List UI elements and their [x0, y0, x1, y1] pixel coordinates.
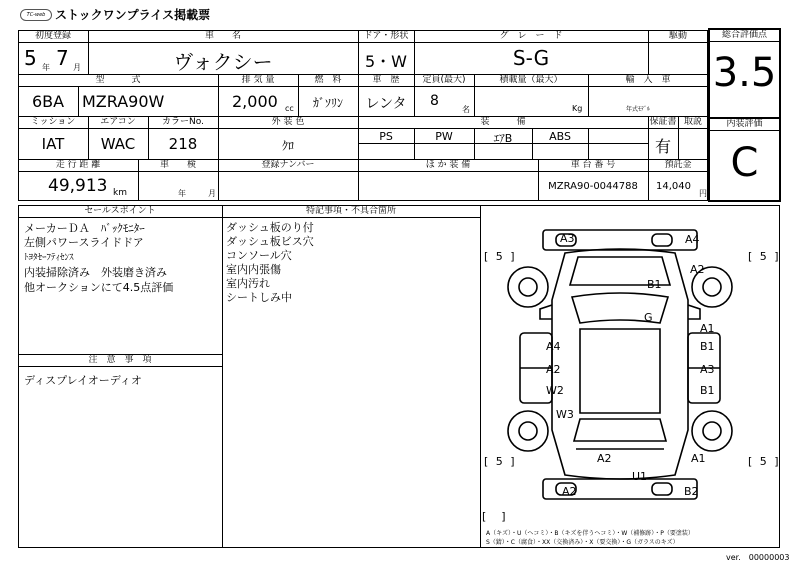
reg-year-unit: 年: [42, 63, 50, 72]
import-label: 輸 入 車: [625, 75, 671, 85]
plate-label: 登録ナンバー: [261, 160, 315, 170]
damage-mark: A1: [700, 322, 715, 335]
notes-label: 特記事項・不具合箇所: [305, 206, 396, 216]
inspection-year-unit: 年: [178, 189, 186, 198]
fuel-label: 燃 料: [314, 75, 342, 85]
drive-label: 駆動: [668, 31, 687, 41]
note-item: シートしみ中: [226, 291, 292, 304]
history: レンタ: [365, 96, 407, 112]
damage-mark: B1: [700, 384, 715, 397]
sales-point: メーカーＤＡ ﾊﾞｯｸﾓﾆﾀｰ: [24, 222, 145, 235]
equipment-label: 装 備: [480, 117, 526, 127]
damage-mark: A2: [690, 263, 705, 276]
cautions-label: 注 意 事 項: [88, 355, 152, 365]
damage-legend: A（キズ）・U（ヘコミ）・B（キズを伴うヘコミ）・W（補修跡）・P（要塗装）: [486, 530, 694, 537]
damage-mark: A3: [700, 363, 715, 376]
equipment-item: PW: [435, 130, 453, 143]
car-name: ヴォクシー: [173, 50, 273, 74]
aircon: WAC: [100, 135, 136, 153]
model-label: 型 式: [95, 75, 141, 85]
inspection-label: 車 検: [159, 160, 196, 170]
damage-mark: A4: [546, 340, 561, 353]
recycle-unit: 円: [699, 189, 707, 198]
first-reg-label: 初度登録: [34, 31, 71, 41]
equipment-item: ABS: [549, 130, 571, 143]
note-item: ダッシュ板ビス穴: [226, 235, 314, 248]
overall-score-label: 総合評価点: [721, 30, 767, 40]
sales-point: ﾄﾖﾀｾｰﾌﾃｨｾﾝｽ: [24, 253, 74, 263]
manual-label: 取説: [683, 117, 702, 127]
equipment-item: ｴｱB: [493, 132, 513, 145]
note-item: コンソール穴: [226, 249, 292, 262]
score-bracket: [ ]: [482, 510, 508, 523]
note-item: 室内内張傷: [226, 263, 281, 276]
overall-score: 3.5: [712, 50, 777, 96]
caution-item: ディスプレイオーディオ: [24, 374, 142, 387]
note-item: 室内汚れ: [226, 277, 270, 290]
damage-mark: A1: [691, 452, 706, 465]
mission-label: ミッション: [30, 117, 76, 127]
inspection-month-unit: 月: [208, 189, 216, 198]
displacement: 2,000: [232, 92, 278, 111]
reg-year: 5: [24, 46, 37, 70]
reg-month: 7: [56, 46, 69, 70]
model-code: MZRA90W: [82, 92, 165, 111]
logo: TC-web: [20, 9, 52, 21]
color-no-label: カラーNo.: [162, 117, 204, 127]
warranty: 有: [654, 137, 671, 156]
capacity: 8: [430, 93, 439, 109]
aircon-label: エアコン: [100, 117, 136, 127]
damage-mark: U1: [632, 470, 648, 483]
sales-point: 内装掃除済み 外装磨き済み: [24, 266, 167, 279]
sales-point: 他オークションにて4.5点評価: [24, 281, 174, 294]
recycle-label: 預託金: [664, 160, 692, 170]
door-type-label: ドア・形状: [363, 31, 409, 41]
chassis-number: MZRA90-0044788: [548, 181, 638, 192]
door-type: 5・W: [364, 52, 407, 71]
displacement-label: 排 気 量: [241, 75, 275, 85]
displacement-unit: cc: [285, 104, 294, 113]
load-label: 積載量（最大）: [499, 75, 563, 85]
score-bracket: [ 5 ]: [484, 250, 517, 263]
exterior-color: ｸﾛ: [281, 139, 294, 153]
damage-mark: B2: [684, 485, 699, 498]
score-bracket: [ 5 ]: [748, 455, 781, 468]
exterior-label: 外 装 色: [271, 117, 305, 127]
page-title: ストックワンプライス掲載票: [55, 8, 211, 22]
score-bracket: [ 5 ]: [484, 455, 517, 468]
version: ver. 00000003: [726, 553, 790, 562]
color-no: 218: [168, 135, 198, 153]
warranty-label: 保証書: [649, 117, 677, 127]
mileage-unit: km: [113, 188, 127, 198]
chassis-label: 車 台 番 号: [570, 160, 616, 170]
load-unit: Kg: [572, 104, 583, 113]
damage-mark: A2: [546, 363, 561, 376]
reg-month-unit: 月: [73, 63, 81, 72]
score-bracket: [ 5 ]: [748, 250, 781, 263]
model-prefix: 6BA: [31, 92, 65, 111]
damage-legend: S（錆）・C（腐食）・XX（交換済み）・X（要交換）・G（ガラスのキズ）: [486, 539, 679, 546]
damage-mark: A3: [560, 232, 575, 245]
damage-mark: W3: [556, 408, 574, 421]
import-note: 年式ﾓﾃﾞﾙ: [626, 106, 651, 113]
damage-mark: G: [644, 311, 653, 324]
mileage: 49,913: [48, 176, 108, 196]
sales-points-label: セールスポイント: [84, 206, 156, 216]
mileage-label: 走 行 距 離: [55, 160, 101, 170]
mission: IAT: [41, 135, 65, 153]
damage-mark: B1: [647, 278, 662, 291]
damage-mark: A2: [562, 485, 577, 498]
damage-mark: B1: [700, 340, 715, 353]
car-name-label: 車 名: [204, 31, 241, 41]
equipment-item: PS: [379, 130, 393, 143]
damage-mark: W2: [546, 384, 564, 397]
grade: S-G: [512, 46, 550, 70]
damage-mark: A2: [597, 452, 612, 465]
recycle-fee: 14,040: [656, 181, 691, 192]
fuel: ｶﾞｿﾘﾝ: [312, 96, 343, 110]
interior-score-label: 内装評価: [726, 119, 763, 129]
grade-label: グ レ ー ド: [499, 31, 563, 41]
car-diagram: [480, 205, 780, 548]
history-label: 車 歴: [372, 75, 400, 85]
other-equip-label: ほ か 装 備: [425, 160, 471, 170]
capacity-label: 定員(最大): [422, 75, 466, 85]
capacity-unit: 名: [462, 105, 470, 114]
note-item: ダッシュ板のり付: [226, 221, 314, 234]
interior-score: C: [730, 140, 759, 186]
damage-mark: A4: [685, 233, 700, 246]
sales-point: 左側パワースライドドア: [24, 236, 144, 249]
